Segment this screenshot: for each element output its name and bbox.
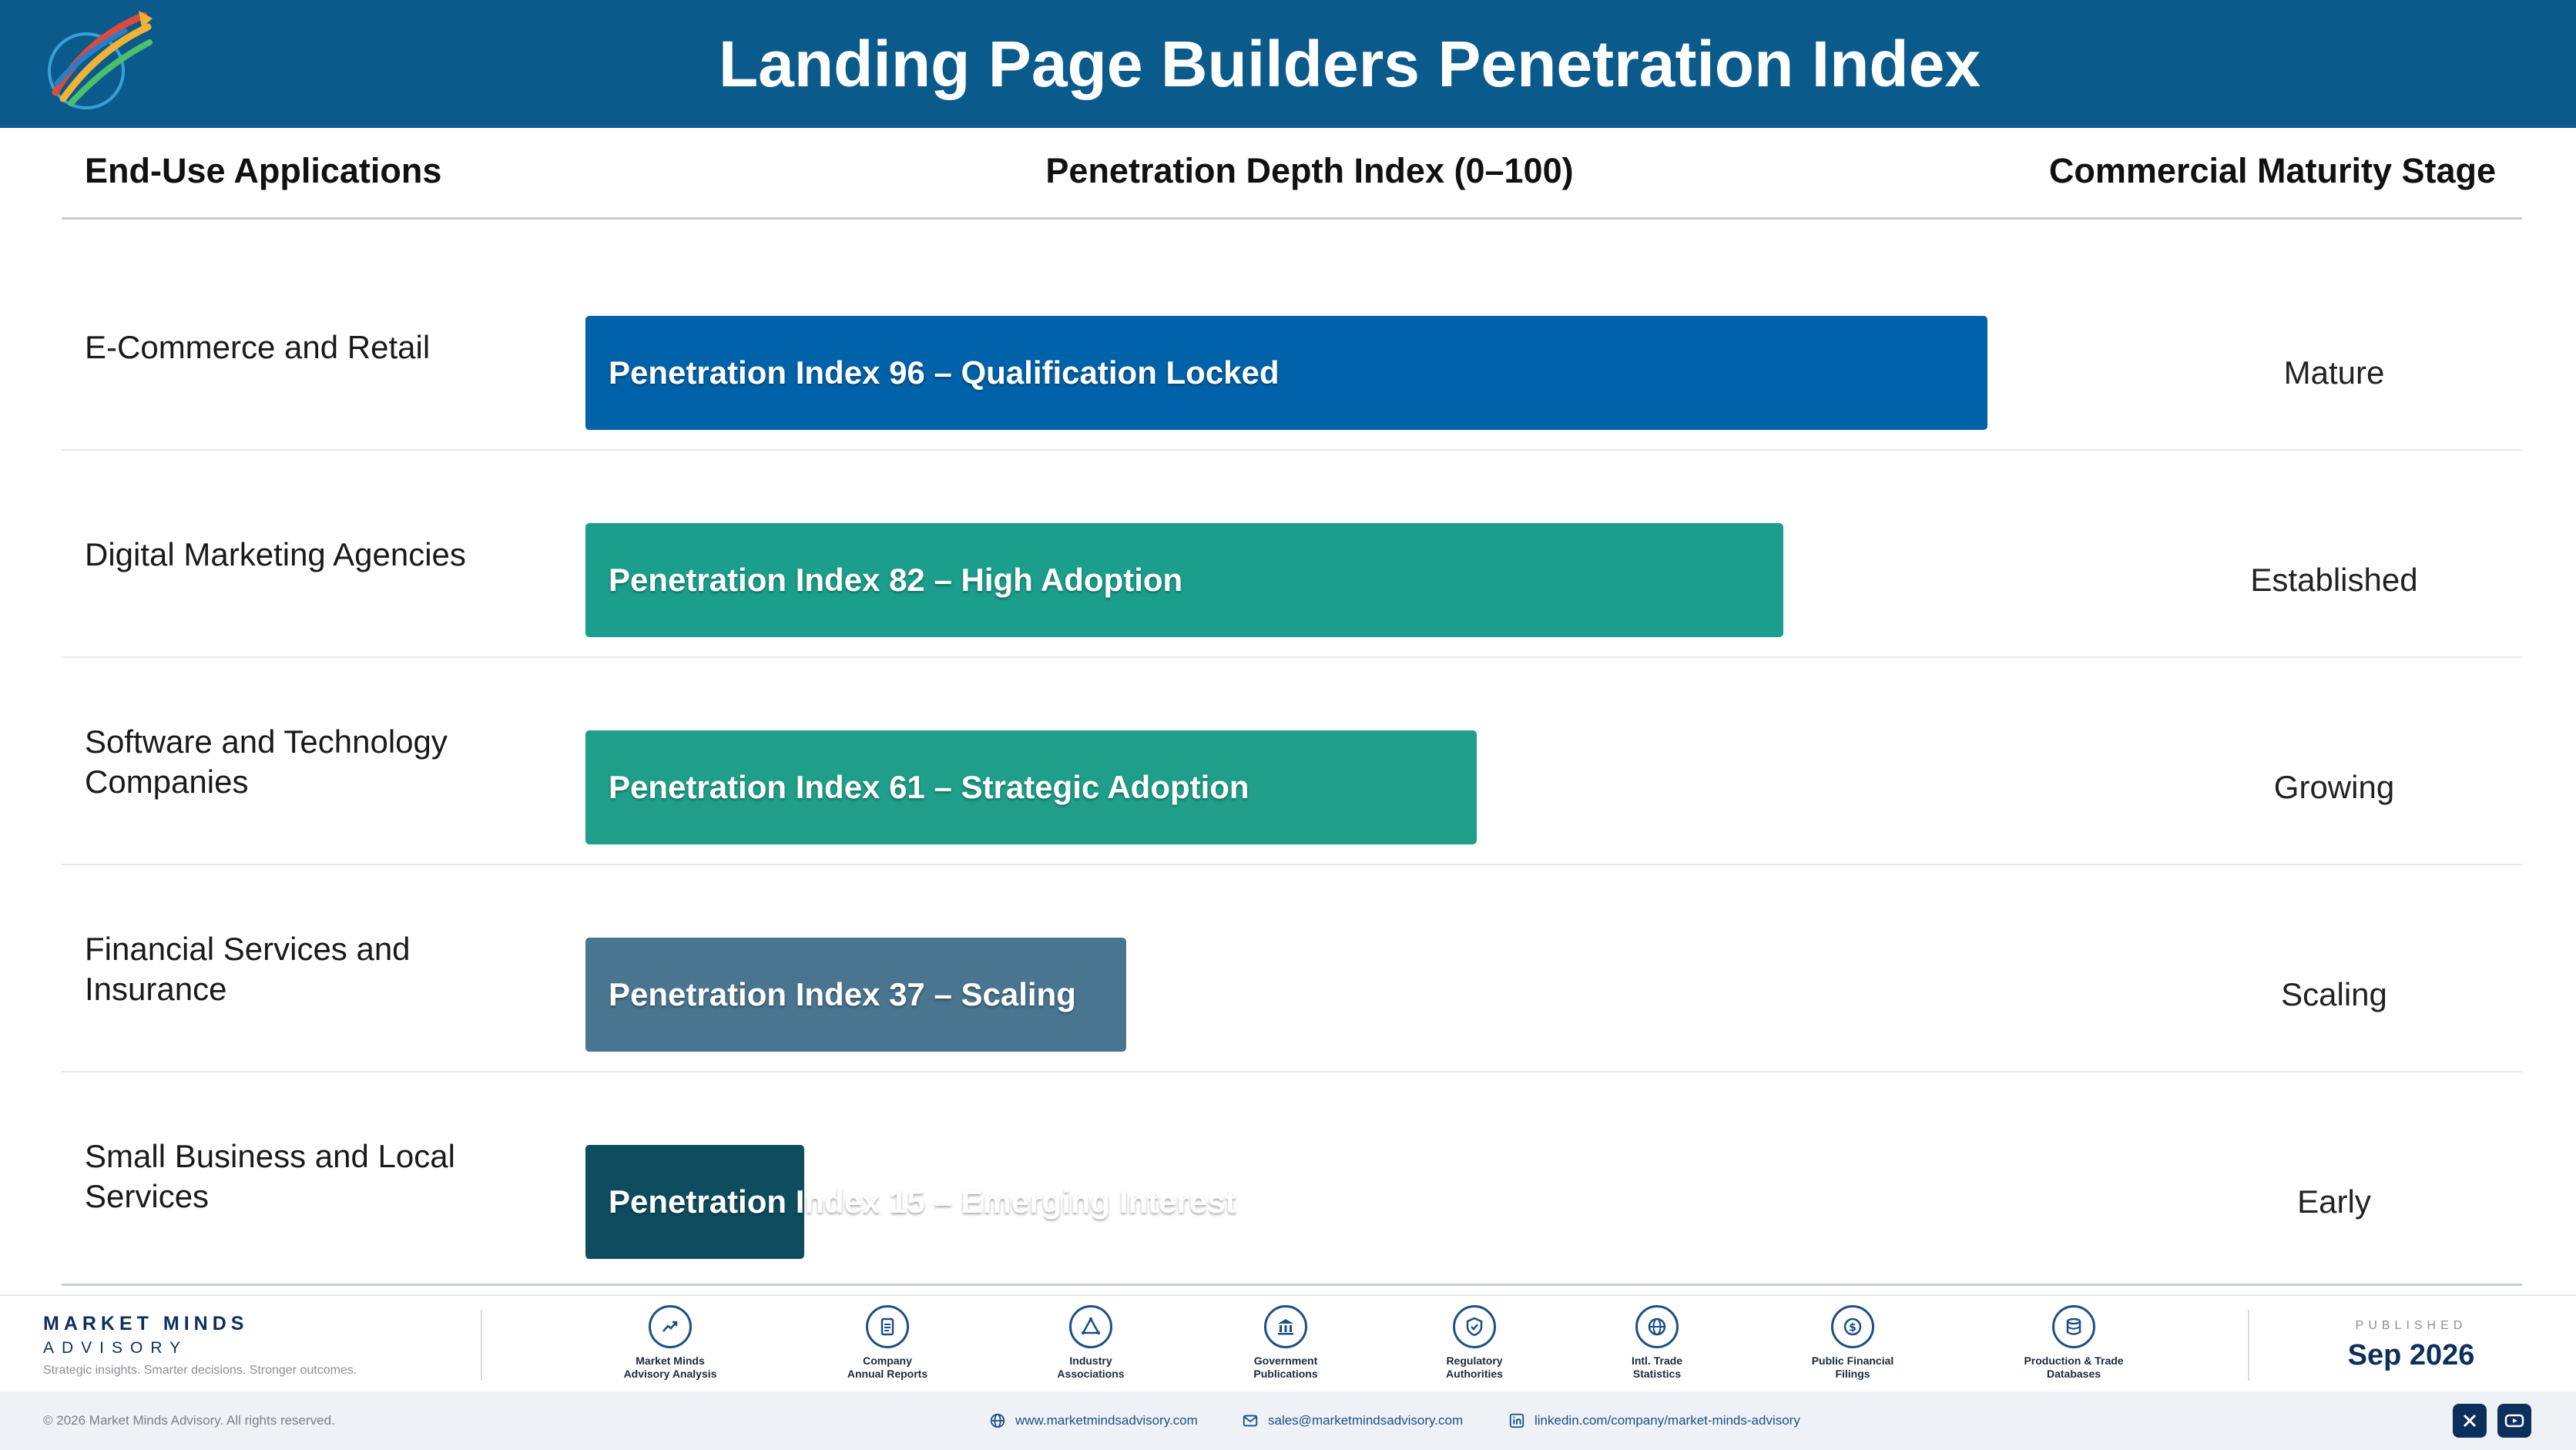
source-label [1209, 1354, 1363, 1381]
category-label: E-Commerce and Retail [85, 328, 431, 365]
source-label-line1: Government [1253, 1354, 1318, 1367]
trend-chart-icon [649, 1305, 692, 1348]
bar-data-label: Penetration Index 61 – Strategic Adoption [609, 769, 1249, 805]
brand-name: MARKET MINDS [43, 1313, 249, 1334]
mail-icon [1242, 1412, 1259, 1429]
email-text: sales@marketmindsadvisory.com [1268, 1413, 1464, 1428]
source-label-line1: Industry [1069, 1354, 1112, 1367]
source-item [593, 1305, 747, 1381]
footer-divider [481, 1310, 482, 1381]
column-header-stage: Commercial Maturity Stage [2048, 151, 2497, 190]
brand-tagline: Strategic insights. Smarter decisions. Stronger outcomes. [43, 1364, 357, 1377]
bar-data-label: Penetration Index 96 – Qualification Locked [609, 354, 1280, 391]
email-link[interactable] [1242, 1391, 1463, 1450]
bank-building-icon [1264, 1305, 1307, 1348]
bar-data-label: Penetration Index 37 – Scaling [609, 976, 1076, 1012]
website-link[interactable] [989, 1391, 1198, 1450]
source-label-line1: Public Financial [1811, 1354, 1894, 1367]
youtube-social-button[interactable] [2497, 1404, 2531, 1438]
maturity-stage: Early [2297, 1183, 2371, 1220]
source-label-line2: Associations [1057, 1368, 1125, 1380]
source-item [1209, 1305, 1363, 1381]
youtube-icon [2504, 1411, 2524, 1430]
source-label-line2: Authorities [1446, 1368, 1503, 1380]
column-header-index: Penetration Depth Index (0–100) [1045, 151, 1574, 190]
source-label-line1: Regulatory [1446, 1354, 1503, 1367]
dollar-coin-icon [1831, 1305, 1874, 1348]
source-item [1014, 1305, 1168, 1381]
linkedin-text: linkedin.com/company/market-minds-advisory [1535, 1413, 1800, 1428]
chart-row [62, 1072, 2522, 1280]
footer-divider [2248, 1310, 2249, 1381]
x-social-button[interactable] [2453, 1404, 2487, 1438]
chart-row [62, 865, 2522, 1072]
source-label [1580, 1354, 1734, 1381]
linkedin-icon [1508, 1412, 1525, 1429]
source-label-line1: Company [863, 1354, 912, 1367]
source-label [1997, 1354, 2151, 1381]
x-icon [2460, 1411, 2479, 1430]
document-icon [866, 1305, 909, 1348]
source-item [1580, 1305, 1734, 1381]
source-label-line1: Intl. Trade [1631, 1354, 1683, 1367]
copyright: © 2026 Market Minds Advisory. All rights reserved. [43, 1413, 335, 1428]
published-label: PUBLISHED [2355, 1319, 2467, 1332]
maturity-stage: Scaling [2281, 976, 2387, 1012]
source-item [1397, 1305, 1551, 1381]
source-label-line2: Publications [1253, 1368, 1318, 1380]
chart-bottom-divider [62, 1284, 2522, 1286]
published-date: Sep 2026 [2347, 1339, 2475, 1371]
source-label-line1: Market Minds [636, 1354, 705, 1367]
source-label [1776, 1354, 1930, 1381]
linkedin-link[interactable] [1508, 1391, 1800, 1450]
header-divider [62, 217, 2522, 220]
source-label [810, 1354, 964, 1381]
website-text: www.marketmindsadvisory.com [1015, 1413, 1198, 1428]
brand-sub: ADVISORY [43, 1339, 189, 1357]
source-label-line2: Databases [2046, 1368, 2101, 1380]
source-item [1997, 1305, 2151, 1381]
chart-row [62, 243, 2522, 451]
database-icon [2052, 1305, 2095, 1348]
source-label-line2: Advisory Analysis [623, 1368, 717, 1380]
source-item [1776, 1305, 1930, 1381]
maturity-stage: Mature [2283, 354, 2385, 391]
header-bar [0, 0, 2576, 128]
shield-check-icon [1453, 1305, 1496, 1348]
category-label: Small Business and Local Services [85, 1137, 455, 1214]
bar-data-label: Penetration Index 15 – Emerging Interest [609, 1183, 1236, 1220]
source-label-line2: Statistics [1632, 1368, 1682, 1380]
footer [0, 1294, 2576, 1390]
source-label-line1: Production & Trade [2024, 1354, 2124, 1367]
globe-icon [1635, 1305, 1679, 1348]
source-label [1014, 1354, 1168, 1381]
bar-data-label: Penetration Index 82 – High Adoption [609, 562, 1183, 598]
globe-icon [989, 1412, 1006, 1429]
network-icon [1069, 1305, 1112, 1348]
category-label: Financial Services and Insurance [85, 930, 411, 1007]
column-header-applications: End-Use Applications [85, 151, 442, 190]
chart-row [62, 658, 2522, 865]
maturity-stage: Growing [2273, 769, 2395, 805]
source-label-line2: Annual Reports [847, 1368, 928, 1380]
page-title: Landing Page Builders Penetration Index [718, 28, 1981, 100]
sub-footer [0, 1391, 2576, 1450]
source-label-line2: Filings [1835, 1368, 1870, 1380]
chart-row [62, 451, 2522, 658]
source-item [810, 1305, 964, 1381]
category-label: Software and Technology Companies [85, 723, 448, 800]
source-label [1397, 1354, 1551, 1381]
category-label: Digital Marketing Agencies [85, 535, 466, 572]
source-label [593, 1354, 747, 1381]
maturity-stage: Established [2250, 562, 2418, 598]
svg-text:$: $ [1849, 1321, 1857, 1334]
